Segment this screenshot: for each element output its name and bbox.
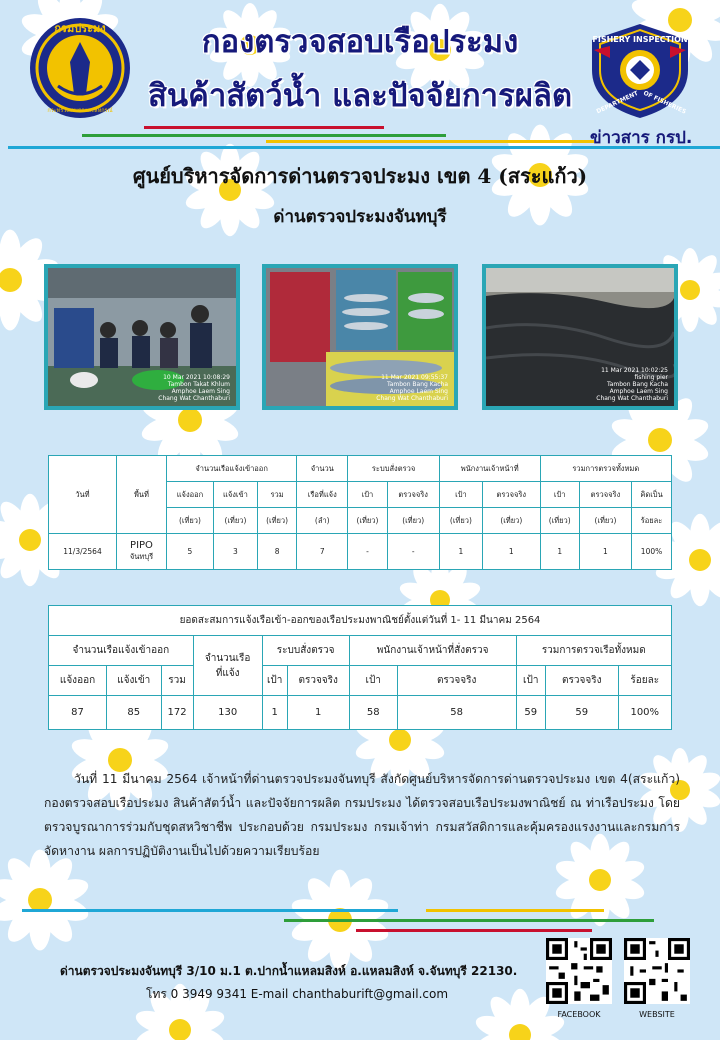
header-line-green	[82, 134, 446, 137]
page-title-line1: กองตรวจสอบเรือประมง	[201, 24, 519, 60]
sub-header: คิดเป็น	[632, 482, 672, 508]
fish-catch-photo	[262, 264, 458, 410]
col-date-header: วันที่	[49, 456, 117, 534]
sub-header: รวม	[161, 666, 193, 696]
sub-header: เป้า	[349, 666, 397, 696]
unit-cell: (ลำ)	[297, 508, 348, 534]
group-boats-header: จำนวนเรือแจ้งเข้าออก	[49, 636, 194, 666]
unit-cell: (เที่ยว)	[483, 508, 541, 534]
footer-line-blue	[22, 909, 398, 912]
unit-cell: (เที่ยว)	[439, 508, 482, 534]
unit-cell: (เที่ยว)	[387, 508, 439, 534]
sub-header: แจ้งเข้า	[213, 482, 257, 508]
group-boats-header: จำนวนเรือแจ้งเข้าออก	[167, 456, 297, 482]
page-title-line2: สินค้าสัตว์น้ำ และปัจจัยการผลิต	[147, 78, 573, 114]
footer-line-green	[284, 919, 654, 922]
sub-header: ตรวจจริง	[397, 666, 516, 696]
footer-line-red	[356, 929, 592, 932]
cumulative-table-title: ยอดสะสมการแจ้งเรือเข้า-ออกของเรือประมงพาณิชย์ตั้งแต่วันที่ 1- 11 มีนาคม 2564	[49, 606, 672, 636]
fishing-net-photo	[482, 264, 678, 410]
photo-stamp: 10 Mar 2021 10:08:29 Tambon Takat Khlum Amphoe Laem Sing Chang Wat Chanthaburi	[158, 374, 230, 402]
facebook-label: FACEBOOK	[557, 1010, 601, 1019]
sub-header: ตรวจจริง	[579, 482, 631, 508]
value-cell: 130	[193, 696, 262, 730]
value-cell: 1	[287, 696, 349, 730]
sub-header: เป้า	[262, 666, 287, 696]
area-name: จันทบุรี	[129, 552, 154, 561]
fisheries-department-logo	[28, 16, 132, 120]
sub-header: แจ้งออก	[167, 482, 214, 508]
value-cell: 100%	[632, 534, 672, 570]
group-count-header: จำนวนเรือ ที่แจ้ง	[193, 636, 262, 696]
sub-header: แจ้งเข้า	[107, 666, 162, 696]
area-code: PIPO	[130, 540, 153, 551]
value-cell: 100%	[618, 696, 671, 730]
daily-inspection-table	[48, 455, 672, 570]
date-cell: 11/3/2564	[49, 534, 117, 570]
col-area-header: พื้นที่	[117, 456, 167, 534]
value-cell: -	[348, 534, 387, 570]
value-cell: -	[387, 534, 439, 570]
unit-cell: (เที่ยว)	[348, 508, 387, 534]
photo-stamp: 11 Mar 2021 10:02:25 fishing pier Tambon Bang Kacha Amphoe Laem Sing Chang Wat Chanthaburi	[596, 367, 668, 402]
group-total-header: รวมการตรวจทั้งหมด	[540, 456, 671, 482]
sub-header: เป้า	[348, 482, 387, 508]
sub-header: ตรวจจริง	[287, 666, 349, 696]
website-label: WEBSITE	[639, 1010, 675, 1019]
value-cell: 3	[213, 534, 257, 570]
unit-cell: (เที่ยว)	[213, 508, 257, 534]
value-cell: 59	[545, 696, 618, 730]
table-row	[49, 534, 672, 570]
unit-cell: (เที่ยว)	[579, 508, 631, 534]
sub-header: ตรวจจริง	[483, 482, 541, 508]
footer-address: ด่านตรวจประมงจันทบุรี 3/10 ม.1 ต.ปากน้ำแหลมสิงห์ อ.แหลมสิงห์ จ.จันทบุรี 22130.	[60, 964, 518, 978]
value-cell: 58	[349, 696, 397, 730]
value-cell: 58	[397, 696, 516, 730]
sub-header: ร้อยละ	[618, 666, 671, 696]
sub-header: รวม	[257, 482, 296, 508]
sub-header: แจ้งออก	[49, 666, 107, 696]
fishery-inspection-logo	[584, 20, 696, 120]
sub-header: ตรวจจริง	[545, 666, 618, 696]
footer-contact[interactable]: โทร 0 3949 9341 E-mail chanthaburift@gmail.com	[146, 987, 449, 1001]
photo-stamp: 11 Mar 2021 09:55:37 Tambon Bang Kacha Amphoe Laem Sing Chang Wat Chanthaburi	[376, 374, 448, 402]
logo-right-top-text: FISHERY INSPECTION	[592, 35, 688, 44]
group-staff-header: พนักงานเจ้าหน้าที่สั่งตรวจ	[349, 636, 516, 666]
group-order-header: ระบบสั่งตรวจ	[262, 636, 349, 666]
group-count-header: จำนวน	[297, 456, 348, 482]
value-cell: 5	[167, 534, 214, 570]
qr-code-icon	[624, 938, 690, 1004]
table-row	[49, 696, 672, 730]
website-qr[interactable]	[622, 938, 692, 1019]
header-line-yellow	[266, 140, 594, 143]
group-order-header: ระบบสั่งตรวจ	[348, 456, 439, 482]
center-name: ศูนย์บริหารจัดการด่านตรวจประมง เขต 4 (สระแก้ว)	[132, 164, 588, 188]
value-cell: 1	[439, 534, 482, 570]
value-cell: 85	[107, 696, 162, 730]
area-cell	[117, 534, 167, 570]
logo-right-bottom-right-text: OF FISHERIES	[642, 89, 688, 116]
sub-header: เรือที่แจ้ง	[297, 482, 348, 508]
value-cell: 1	[262, 696, 287, 730]
facebook-qr[interactable]	[544, 938, 614, 1019]
logo-left-bottom-text: กระทรวงเกษตรและสหกรณ์	[47, 108, 113, 114]
news-tag: ข่าวสาร กรป.	[590, 128, 693, 148]
sub-header: เป้า	[540, 482, 579, 508]
news-paragraph: วันที่ 11 มีนาคม 2564 เจ้าหน้าที่ด่านตรวจประมงจันทบุรี สังกัดศูนย์บริหารจัดการด่านตรวจประมง เขต 4(สระแก้ว) กองตรวจสอบเรือประมง สินค้าสัตว์น้ำ และปัจจัยการผลิต กรมประมง ได้ตรวจสอบเรือประมงพาณิชย์ ณ ท่าเรือประมง โดยตรวจบูรณาการร่วมกับชุดสหวิชาชีพ ประกอบด้วย กรมประมง กรมเจ้าท่า กรมสวัสดิการและคุ้มครองแรงงานและกรมการจัดหางาน ผลการปฏิบัติงานเป็นไปด้วยความเรียบร้อย	[44, 772, 680, 858]
value-cell: 7	[297, 534, 348, 570]
unit-cell: (เที่ยว)	[167, 508, 214, 534]
value-cell: 8	[257, 534, 296, 570]
sub-header: ตรวจจริง	[387, 482, 439, 508]
checkpoint-name: ด่านตรวจประมงจันทบุรี	[273, 207, 447, 227]
value-cell: 87	[49, 696, 107, 730]
cumulative-inspection-table	[48, 605, 672, 730]
value-cell: 1	[540, 534, 579, 570]
footer-line-yellow	[426, 909, 604, 912]
sub-header: เป้า	[439, 482, 482, 508]
logo-left-top-text: กรมประมง	[54, 22, 106, 35]
group-total-header: รวมการตรวจเรือทั้งหมด	[516, 636, 671, 666]
header-line-red	[144, 126, 384, 129]
value-cell: 1	[579, 534, 631, 570]
qr-code-icon	[546, 938, 612, 1004]
group-staff-header: พนักงานเจ้าหน้าที่	[439, 456, 540, 482]
value-cell: 172	[161, 696, 193, 730]
unit-cell: (เที่ยว)	[540, 508, 579, 534]
value-cell: 1	[483, 534, 541, 570]
sub-header: เป้า	[516, 666, 545, 696]
unit-cell: (เที่ยว)	[257, 508, 296, 534]
inspection-team-photo	[44, 264, 240, 410]
logo-right-bottom-left-text: DEPARTMENT	[595, 89, 640, 116]
value-cell: 59	[516, 696, 545, 730]
unit-cell: ร้อยละ	[632, 508, 672, 534]
